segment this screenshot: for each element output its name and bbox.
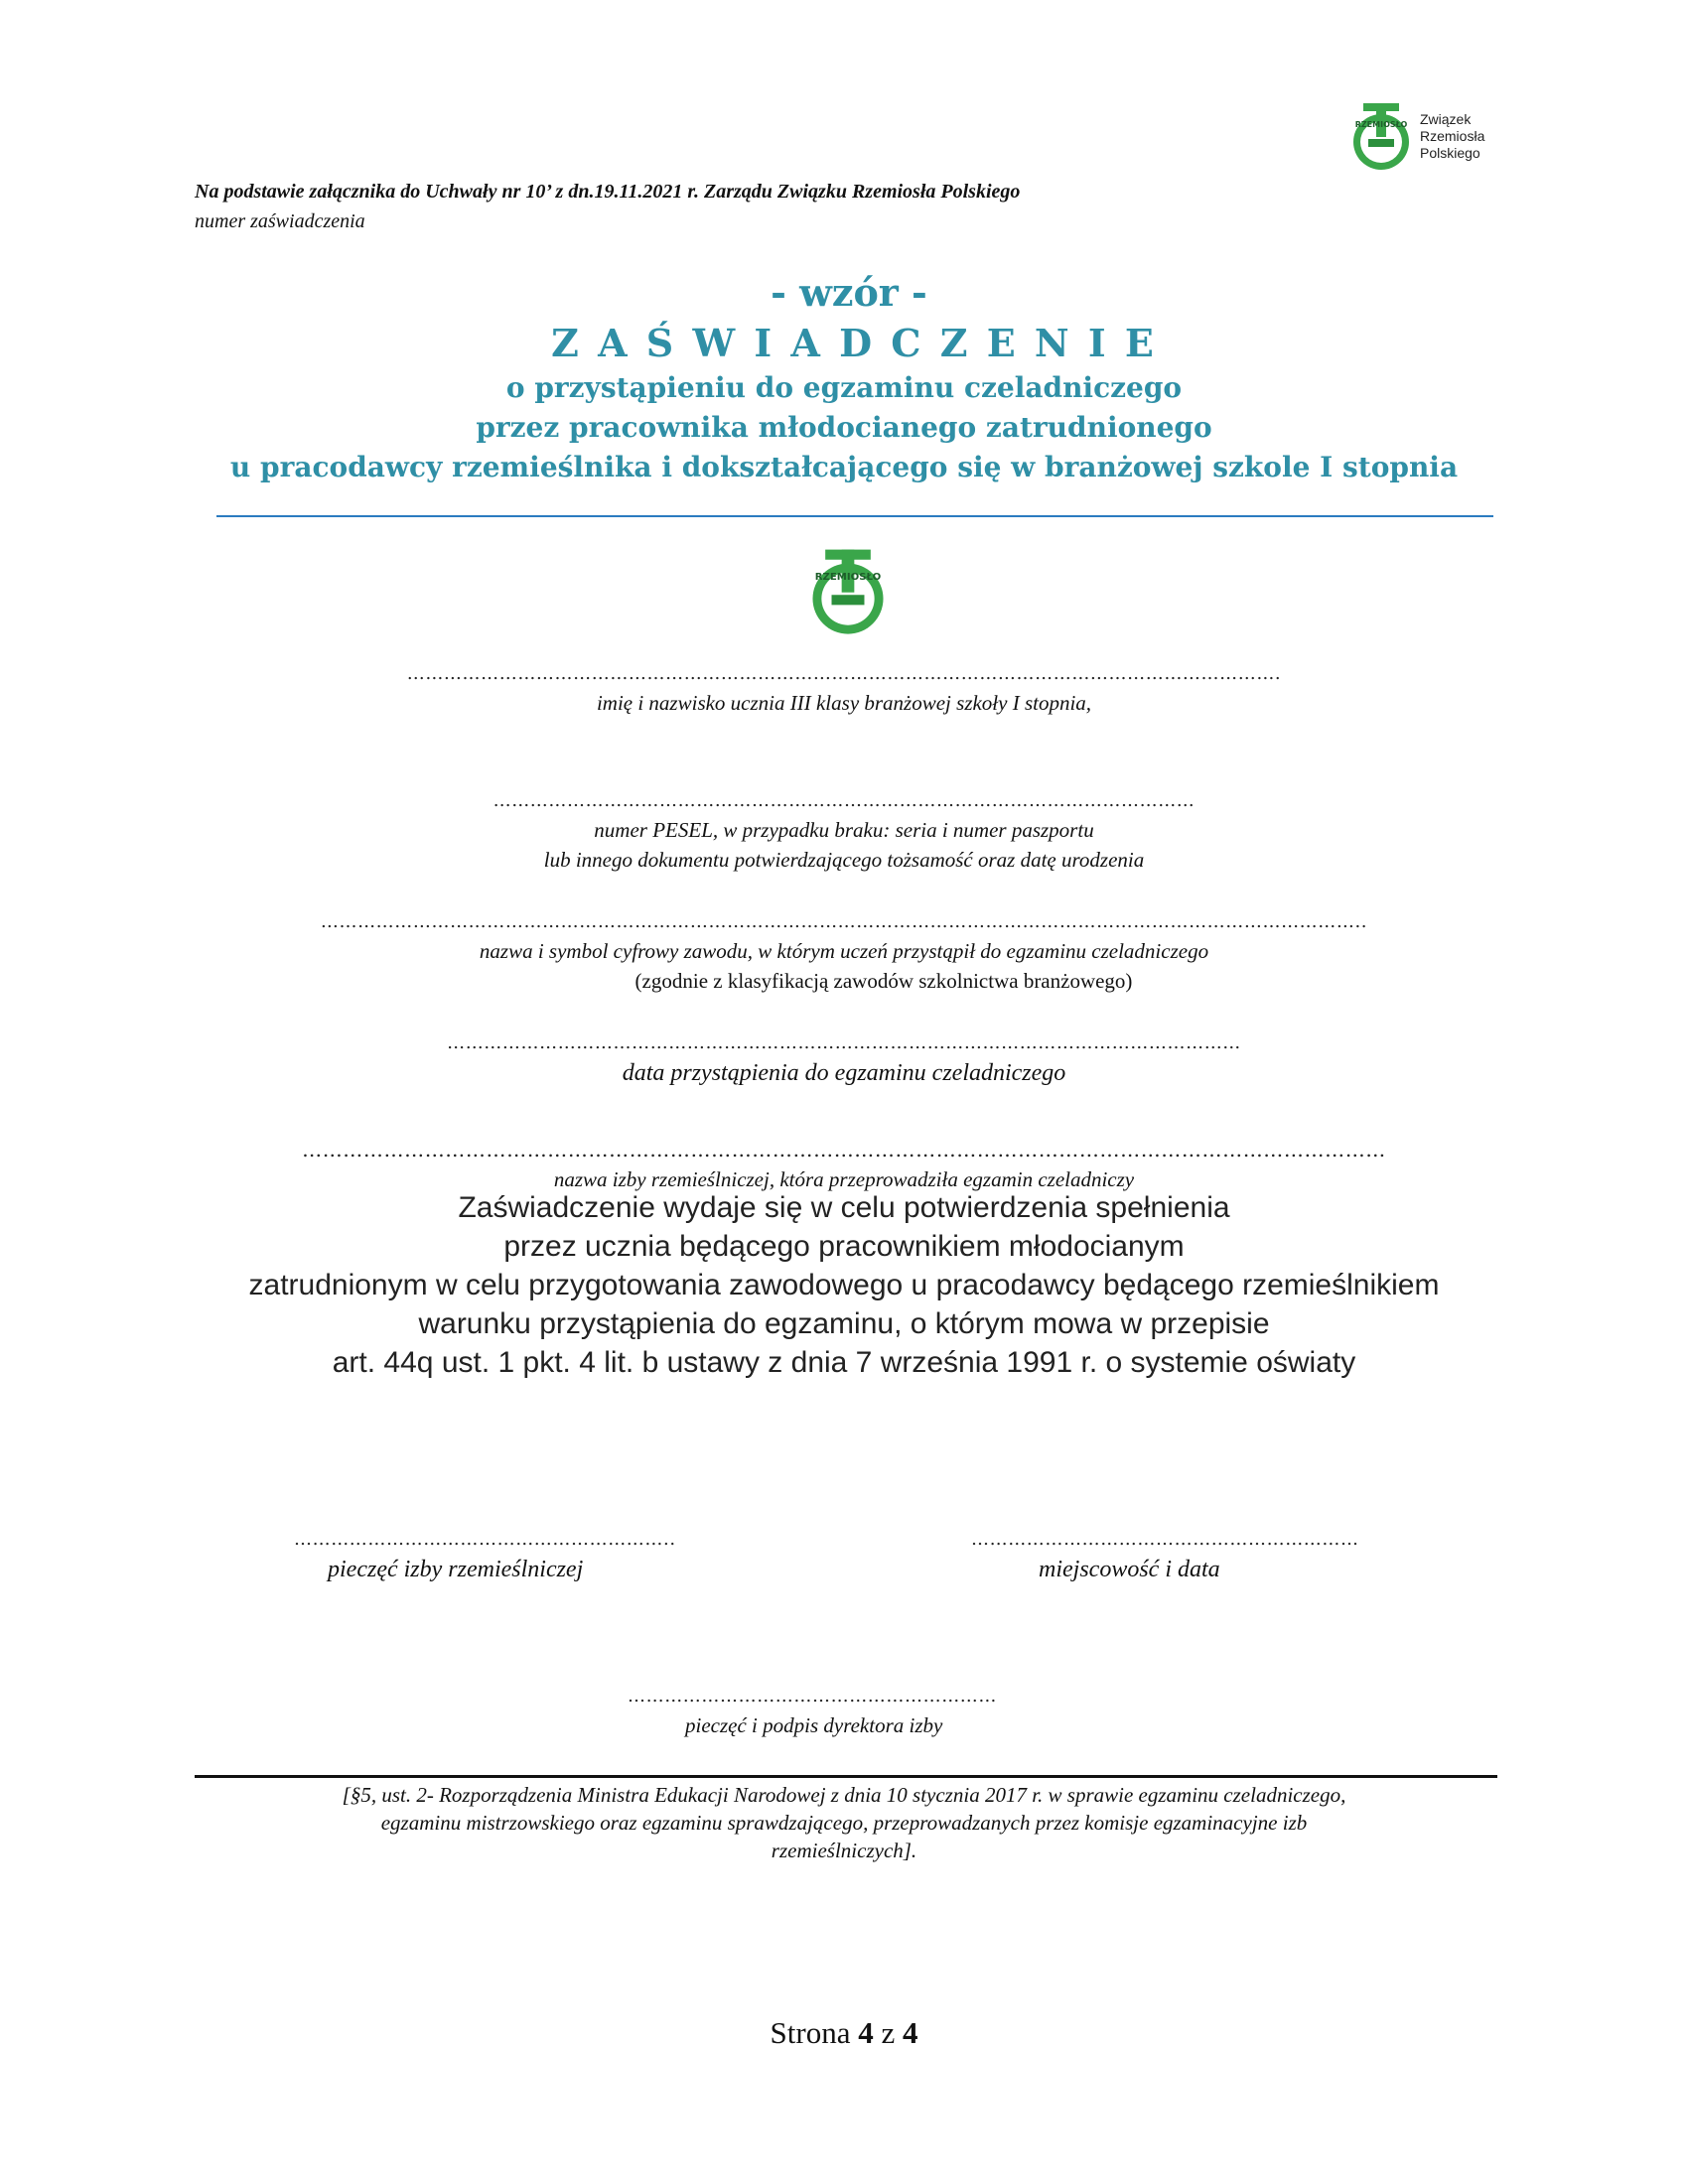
title-sub-3: u pracodawcy rzemieślnika i dokształcającego się w branżowej szkole I stopnia — [229, 451, 1459, 483]
signature-chamber-seal-line: …………………………………………………….. — [294, 1529, 676, 1550]
title-wzor: - wzór - — [771, 270, 927, 315]
svg-text:RZEMIOSŁO: RZEMIOSŁO — [1354, 120, 1408, 129]
footnote-line: egzaminu mistrzowskiego oraz egzaminu sprawdzającego, przeprowadzanych przez komisje egzaminacyjne izb — [380, 1811, 1308, 1835]
field-exam-date-caption: data przystąpienia do egzaminu czeladniczego — [622, 1060, 1066, 1086]
field-chamber-line: …………………………………………………………………………………………………………………………………………… — [302, 1138, 1386, 1161]
footnote-line: [§5, ust. 2- Rozporządzenia Ministra Edukacji Narodowej z dnia 10 stycznia 2017 r. w sprawie egzaminu czeladniczego, — [342, 1783, 1346, 1807]
page-number-total: 4 — [902, 2015, 918, 2050]
signature-place-date-line: ……………………………………………………… — [971, 1529, 1359, 1550]
footnote-rule — [195, 1775, 1497, 1778]
title-sub-1: o przystąpieniu do egzaminu czeladniczego — [505, 371, 1183, 404]
signature-chamber-seal-label: pieczęć izby rzemieślniczej — [328, 1557, 584, 1582]
field-profession-line: …………………………………………………………………………………………………………………………………………………….. — [320, 911, 1368, 932]
signature-director-line: …………………………………………………… — [628, 1686, 997, 1706]
page-number-sep: z — [881, 2015, 896, 2050]
brand-line: Rzemiosła — [1420, 128, 1485, 144]
field-student-name-caption: imię i nazwisko ucznia III klasy branżowej szkoły I stopnia, — [596, 691, 1092, 715]
title-main: Z A Ś W I A D C Z E N I E — [551, 321, 1157, 365]
title-sub-2: przez pracownika młodocianego zatrudnionego — [476, 411, 1212, 444]
svg-text:RZEMIOSŁO: RZEMIOSŁO — [814, 572, 882, 584]
footnote-line: rzemieślniczych]. — [771, 1839, 917, 1862]
field-profession-caption: nazwa i symbol cyfrowy zawodu, w którym uczeń przystąpił do egzaminu czeladniczego — [479, 939, 1209, 963]
statement-line: warunku przystąpienia do egzaminu, o którym mowa w przepisie — [418, 1307, 1270, 1340]
signature-place-date-label: miejscowość i data — [1039, 1557, 1220, 1582]
page-number-current: 4 — [858, 2015, 874, 2050]
rzemioslo-center-logo-icon — [800, 542, 896, 645]
statement-line: art. 44q ust. 1 pkt. 4 lit. b ustawy z dnia 7 września 1991 r. o systemie oświaty — [332, 1346, 1356, 1379]
field-pesel-caption: lub innego dokumentu potwierdzającego tożsamość oraz datę urodzenia — [543, 848, 1145, 872]
header-basis: Na podstawie załącznika do Uchwały nr 10’ z dn.19.11.2021 r. Zarządu Związku Rzemiosła Polskiego — [195, 181, 1021, 203]
header-logo — [1348, 97, 1507, 179]
title-rule — [216, 515, 1493, 517]
brand-line: Związek — [1420, 111, 1472, 127]
field-exam-date-line: ………………………………………………………………………………………………………………… — [447, 1032, 1241, 1053]
field-pesel-caption: numer PESEL, w przypadku braku: seria i numer paszportu — [594, 818, 1094, 842]
field-student-name-line: ……………………………………………………………………………………………………………………………. — [406, 663, 1282, 684]
page-number-prefix: Strona — [770, 2015, 851, 2050]
statement-line: przez ucznia będącego pracownikiem młodocianym — [503, 1230, 1185, 1263]
signature-director-label: pieczęć i podpis dyrektora izby — [685, 1713, 943, 1737]
certificate-number-label: numer zaświadczenia — [195, 210, 365, 232]
field-pesel-line: …………………………………………………………………………………………………… — [492, 790, 1196, 811]
field-profession-caption: (zgodnie z klasyfikacją zawodów szkolnictwa branżowego) — [634, 969, 1133, 993]
statement-line: Zaświadczenie wydaje się w celu potwierdzenia spełnienia — [458, 1191, 1230, 1224]
brand-line: Polskiego — [1420, 145, 1480, 161]
page-number — [0, 2015, 1688, 2051]
rzemioslo-logo-icon — [1348, 97, 1414, 179]
field-chamber-caption: nazwa izby rzemieślniczej, która przeprowadziła egzamin czeladniczy — [553, 1167, 1135, 1191]
statement-line: zatrudnionym w celu przygotowania zawodowego u pracodawcy będącego rzemieślnikiem — [248, 1269, 1440, 1301]
